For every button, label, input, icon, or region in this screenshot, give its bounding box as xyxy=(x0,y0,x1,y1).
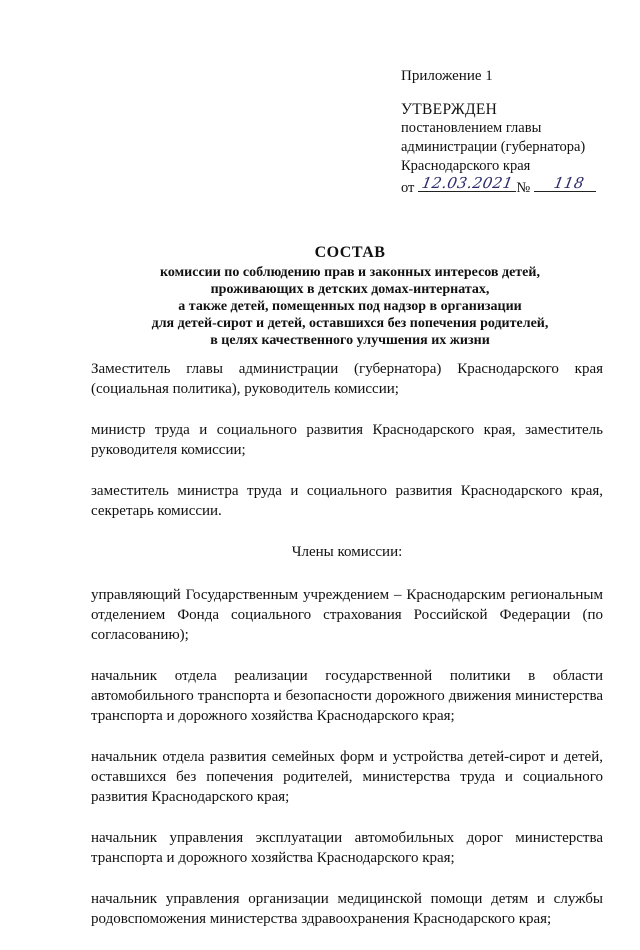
handwritten-number: 118 xyxy=(552,174,586,192)
date-number-line xyxy=(401,176,631,196)
approval-line: постановлением главы xyxy=(401,120,542,136)
number-label: № xyxy=(516,180,531,196)
approved-label: УТВЕРЖДЕН xyxy=(401,101,498,118)
title-line: для детей-сирот и детей, оставшихся без попечения родителей, xyxy=(151,316,549,331)
title-line: проживающих в детских домах-интернатах, xyxy=(210,282,490,297)
number-field xyxy=(534,176,596,192)
title-line: комиссии по соблюдению прав и законных интересов детей, xyxy=(160,265,540,280)
handwritten-date: 12.03.2021 xyxy=(420,174,515,192)
member-item: начальник управления эксплуатации автомобильных дорог министерства транспорта и дорожного хозяйства Краснодарского края; xyxy=(91,830,603,866)
leadership-item: заместитель министра труда и социального развития Краснодарского края, секретарь комиссии. xyxy=(91,483,603,519)
date-prefix: от xyxy=(401,180,415,196)
appendix-label: Приложение 1 xyxy=(401,68,493,84)
approval-block xyxy=(401,66,631,196)
leadership-item: министр труда и социального развития Краснодарского края, заместитель руководителя комиссии; xyxy=(91,422,603,458)
member-item: начальник управления организации медицинской помощи детям и службы родовспоможения министерства здравоохранения Краснодарского края; xyxy=(91,891,603,927)
document-title: СОСТАВ xyxy=(314,244,386,261)
approval-line: Краснодарского края xyxy=(401,158,531,174)
title-line: а также детей, помещенных под надзор в организации xyxy=(178,299,522,314)
date-field xyxy=(418,176,516,192)
member-item: начальник отдела развития семейных форм и устройства детей-сирот и детей, оставшихся без попечения родителей, министерства труда и социального развития Краснодарского края; xyxy=(91,749,603,805)
member-item: начальник отдела реализации государственной политики в области автомобильного транспорта и безопасности дорожного движения министерства транспорта и дорожного хозяйства Краснодарского края; xyxy=(91,668,603,724)
document-title-block xyxy=(100,243,600,349)
leadership-item: Заместитель главы администрации (губернатора) Краснодарского края (социальная политика), руководитель комиссии; xyxy=(91,361,603,397)
title-line: в целях качественного улучшения их жизни xyxy=(210,333,490,348)
approval-line: администрации (губернатора) xyxy=(401,139,586,155)
member-item: управляющий Государственным учреждением – Краснодарским региональным отделением Фонда социального страхования Российской Федерации (по согласованию); xyxy=(91,587,603,643)
members-heading: Члены комиссии: xyxy=(291,544,403,560)
commission-list xyxy=(91,359,603,950)
